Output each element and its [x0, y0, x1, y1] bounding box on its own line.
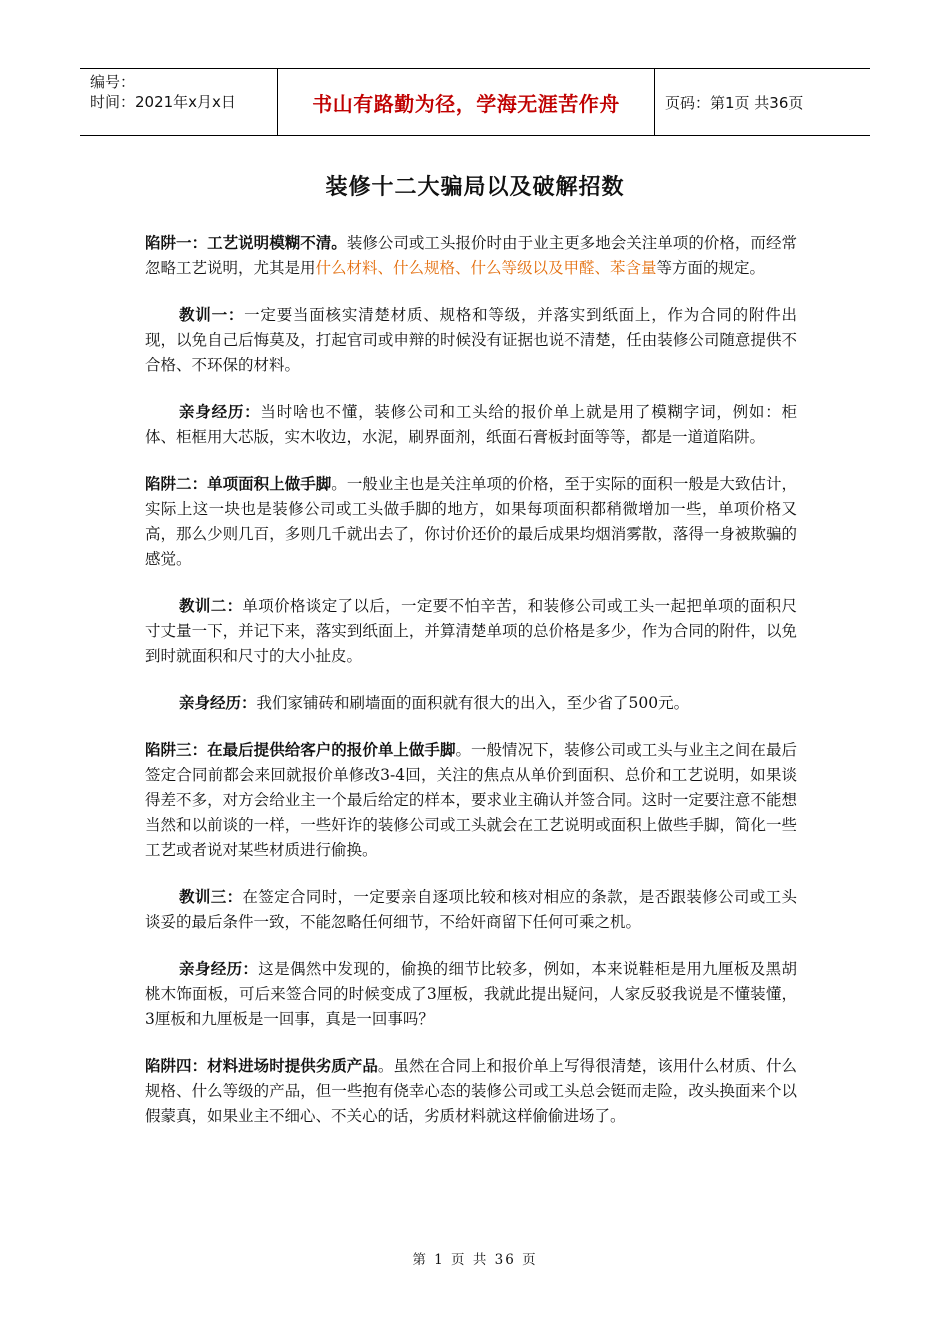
- date-label: 时间：2021年x月x日: [90, 93, 236, 111]
- trap1-text-a: 装修公司或工头报价时由于业主更多地会关注单项的价格，而经常忽略工艺说明，尤其是用: [145, 234, 797, 277]
- trap2-label: 陷阱二：单项面积上做手脚: [145, 475, 332, 493]
- paragraph-lesson1: [145, 303, 797, 378]
- exp3-label: 亲身经历：: [179, 960, 259, 978]
- paragraph-exp1: [145, 400, 797, 450]
- exp2-label: 亲身经历：: [179, 694, 257, 712]
- trap3-label: 陷阱三：在最后提供给客户的报价单上做手脚: [145, 741, 456, 759]
- exp3-text: 这是偶然中发现的，偷换的细节比较多，例如，本来说鞋柜是用九厘板及黑胡桃木饰面板，可后来签合同的时候变成了3厘板，我就此提出疑问，人家反驳我说是不懂装懂，3厘板和九厘板是一回事，真是一回事吗？: [145, 960, 797, 1028]
- paragraph-trap4: [145, 1054, 797, 1129]
- header-table: [80, 68, 870, 136]
- paragraph-trap3: [145, 738, 797, 863]
- trap3-text: 。一般情况下，装修公司或工头与业主之间在最后签定合同前都会来回就报价单修改3-4回，关注的焦点从单价到面积、总价和工艺说明，如果谈得差不多，对方会给业主一个最后给定的样本，要求业主确认并签合同。这时一定要注意不能想当然和以前谈的一样，一些奸诈的装修公司或工头就会在工艺说明或面积上做些手脚，简化一些工艺或者说对某些材质进行偷换。: [145, 741, 797, 859]
- paragraph-lesson3: [145, 885, 797, 935]
- lesson1-text: 一定要当面核实清楚材质、规格和等级，并落实到纸面上，作为合同的附件出现，以免自己后悔莫及，打起官司或申辩的时候没有证据也说不清楚，任由装修公司随意提供不合格、不环保的材料。: [145, 306, 797, 374]
- lesson1-label: 教训一：: [179, 306, 245, 324]
- document-title: 装修十二大骗局以及破解招数: [325, 175, 625, 200]
- page-footer: 第 1 页 共 36 页: [412, 1252, 538, 1268]
- trap1-text-b: 等方面的规定。: [656, 259, 766, 277]
- header-left-cell: [80, 69, 278, 135]
- paragraph-lesson2: [145, 594, 797, 669]
- paragraph-trap2: [145, 472, 797, 572]
- trap4-text: 。虽然在合同上和报价单上写得很清楚，该用什么材质、什么规格、什么等级的产品，但一些抱有侥幸心态的装修公司或工头总会铤而走险，改头换面来个以假蒙真，如果业主不细心、不关心的话，劣质材料就这样偷偷进场了。: [145, 1057, 797, 1125]
- exp2-text: 我们家铺砖和刷墙面的面积就有很大的出入，至少省了500元。: [256, 694, 690, 712]
- paragraph-exp3: [145, 957, 797, 1032]
- trap2-text: 。一般业主也是关注单项的价格，至于实际的面积一般是大致估计，实际上这一块也是装修公司或工头做手脚的地方，如果每项面积都稍微增加一些，单项价格又高，那么少则几百，多则几千就出去了，你讨价还价的最后成果均烟消雾散，落得一身被欺骗的感觉。: [145, 475, 797, 568]
- document-body: [145, 231, 797, 1151]
- exp1-label: 亲身经历：: [179, 403, 261, 421]
- lesson2-text: 单项价格谈定了以后，一定要不怕辛苦，和装修公司或工头一起把单项的面积尺寸丈量一下，并记下来，落实到纸面上，并算清楚单项的总价格是多少，作为合同的附件，以免到时就面积和尺寸的大小扯皮。: [145, 597, 797, 665]
- exp1-text: 当时啥也不懂，装修公司和工头给的报价单上就是用了模糊字词，例如：柜体、柜框用大芯版，实木收边，水泥，刷界面剂，纸面石膏板封面等等，都是一道道陷阱。: [145, 403, 797, 446]
- number-label: 编号：: [90, 73, 136, 91]
- trap4-label: 陷阱四：材料进场时提供劣质产品: [145, 1057, 378, 1075]
- lesson2-label: 教训二：: [179, 597, 243, 615]
- page-info: 页码：第1页 共36页: [665, 93, 804, 112]
- lesson3-label: 教训三：: [179, 888, 243, 906]
- trap1-highlight: 什么材料、什么规格、什么等级以及甲醛、苯含量: [315, 259, 657, 277]
- lesson3-text: 在签定合同时，一定要亲自逐项比较和核对相应的条款，是否跟装修公司或工头谈妥的最后条件一致，不能忽略任何细节，不给奸商留下任何可乘之机。: [145, 888, 797, 931]
- paragraph-exp2: [145, 691, 797, 716]
- motto: 书山有路勤为径，学海无涯苦作舟: [278, 69, 655, 135]
- trap1-label: 陷阱一：工艺说明模糊不清。: [145, 234, 347, 252]
- paragraph-trap1: [145, 231, 797, 281]
